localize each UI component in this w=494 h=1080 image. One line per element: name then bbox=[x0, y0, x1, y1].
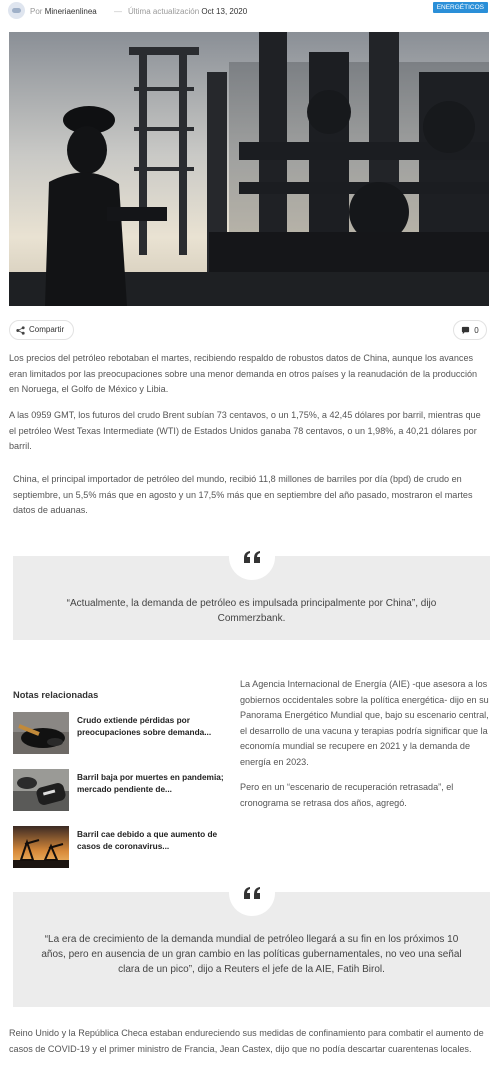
author-link[interactable]: Mineriaenlinea bbox=[44, 7, 97, 16]
quote-text: “Actualmente, la demanda de petróleo es impulsada principalmente por China”, dijo Commerzbank. bbox=[66, 598, 437, 624]
related-note[interactable] bbox=[13, 712, 228, 756]
article-paragraph: Pero en un “escenario de recuperación retrasada”, el cronograma se retrasa dos años, agregó. bbox=[240, 782, 454, 808]
related-notes-title: Notas relacionadas bbox=[13, 690, 99, 700]
related-thumbnail[interactable] bbox=[13, 769, 69, 811]
related-note-title[interactable]: Crudo extiende pérdidas por preocupaciones sobre demanda... bbox=[77, 715, 212, 737]
updated-label: Última actualización bbox=[128, 7, 200, 16]
category-badge[interactable]: ENERGÉTICOS bbox=[433, 2, 488, 13]
article-paragraph: La Agencia Internacional de Energía (AIE) -que asesora a los gobiernos occidentales sobre la política energética- dijo en su Panorama Energético Mundial que, bajo su escenario central, el desarrollo de una vacuna y terapias podría significar que la economía mundial se recupere en 2021 y la demanda de energía en 2023. bbox=[240, 679, 489, 767]
related-note[interactable] bbox=[13, 769, 228, 813]
article-paragraph: Reino Unido y la República Checa estaban endureciendo sus medidas de confinamiento para combatir el aumento de casos de COVID-19 y el primer ministro de Francia, Jean Castex, dijo que no podía descartar cuarentenas locales. bbox=[9, 1028, 484, 1054]
article-paragraph: A las 0959 GMT, los futuros del crudo Brent subían 73 centavos, o un 1,75%, a 42,45 dólares por barril, mientras que el petróleo West Texas Intermediate (WTI) de Estados Unidos ganaba 78 centavos, o un 1,98%, a 40,21 dólares por barril. bbox=[9, 410, 481, 451]
author-byline bbox=[30, 7, 97, 16]
article-paragraph: Los precios del petróleo rebotaban el martes, recibiendo respaldo de robustos datos de China, aunque los avances eran limitados por las preocupaciones sobre una menor demanda en otros países y la reanudación de la producción en Noruega, el Golfo de México y Libia. bbox=[9, 353, 478, 394]
author-avatar[interactable] bbox=[8, 2, 25, 19]
share-label: Compartir bbox=[29, 325, 65, 334]
by-label: Por bbox=[30, 7, 43, 16]
article-paragraph: China, el principal importador de petróleo del mundo, recibió 11,8 millones de barriles por día (bpd) de crudo en septiembre, un 5,5% más que en agosto y un 17,5% más que en septiembre del año pasado, mostraron el martes datos de aduanas. bbox=[13, 474, 473, 515]
related-note-title[interactable]: Barril cae debido a que aumento de casos de coronavirus... bbox=[77, 829, 218, 851]
share-button[interactable] bbox=[9, 320, 74, 340]
updated-date: Oct 13, 2020 bbox=[201, 7, 248, 16]
last-updated bbox=[128, 7, 247, 16]
share-icon bbox=[16, 326, 25, 335]
quote-text: “La era de crecimiento de la demanda mundial de petróleo llegará a su fin en los próximos 10 años, pero en ausencia de un gran cambio en las políticas gubernamentales, no veo una señal clara de un pico”, dijo a Reuters el jefe de la AIE, Fatih Birol. bbox=[41, 934, 462, 975]
quote-icon bbox=[229, 870, 275, 916]
blockquote bbox=[13, 556, 490, 640]
blockquote bbox=[13, 892, 490, 1007]
meta-separator: — bbox=[114, 7, 122, 16]
comments-button[interactable] bbox=[453, 320, 487, 340]
comment-icon bbox=[461, 326, 470, 335]
related-thumbnail[interactable] bbox=[13, 826, 69, 868]
post-meta bbox=[8, 2, 490, 20]
related-note[interactable] bbox=[13, 826, 228, 870]
comments-count: 0 bbox=[474, 325, 479, 335]
related-thumbnail[interactable] bbox=[13, 712, 69, 754]
hero-image bbox=[9, 32, 489, 306]
related-note-title[interactable]: Barril baja por muertes en pandemia; mercado pendiente de... bbox=[77, 772, 224, 794]
oil-refinery-worker-photo bbox=[9, 32, 489, 306]
quote-icon bbox=[229, 534, 275, 580]
